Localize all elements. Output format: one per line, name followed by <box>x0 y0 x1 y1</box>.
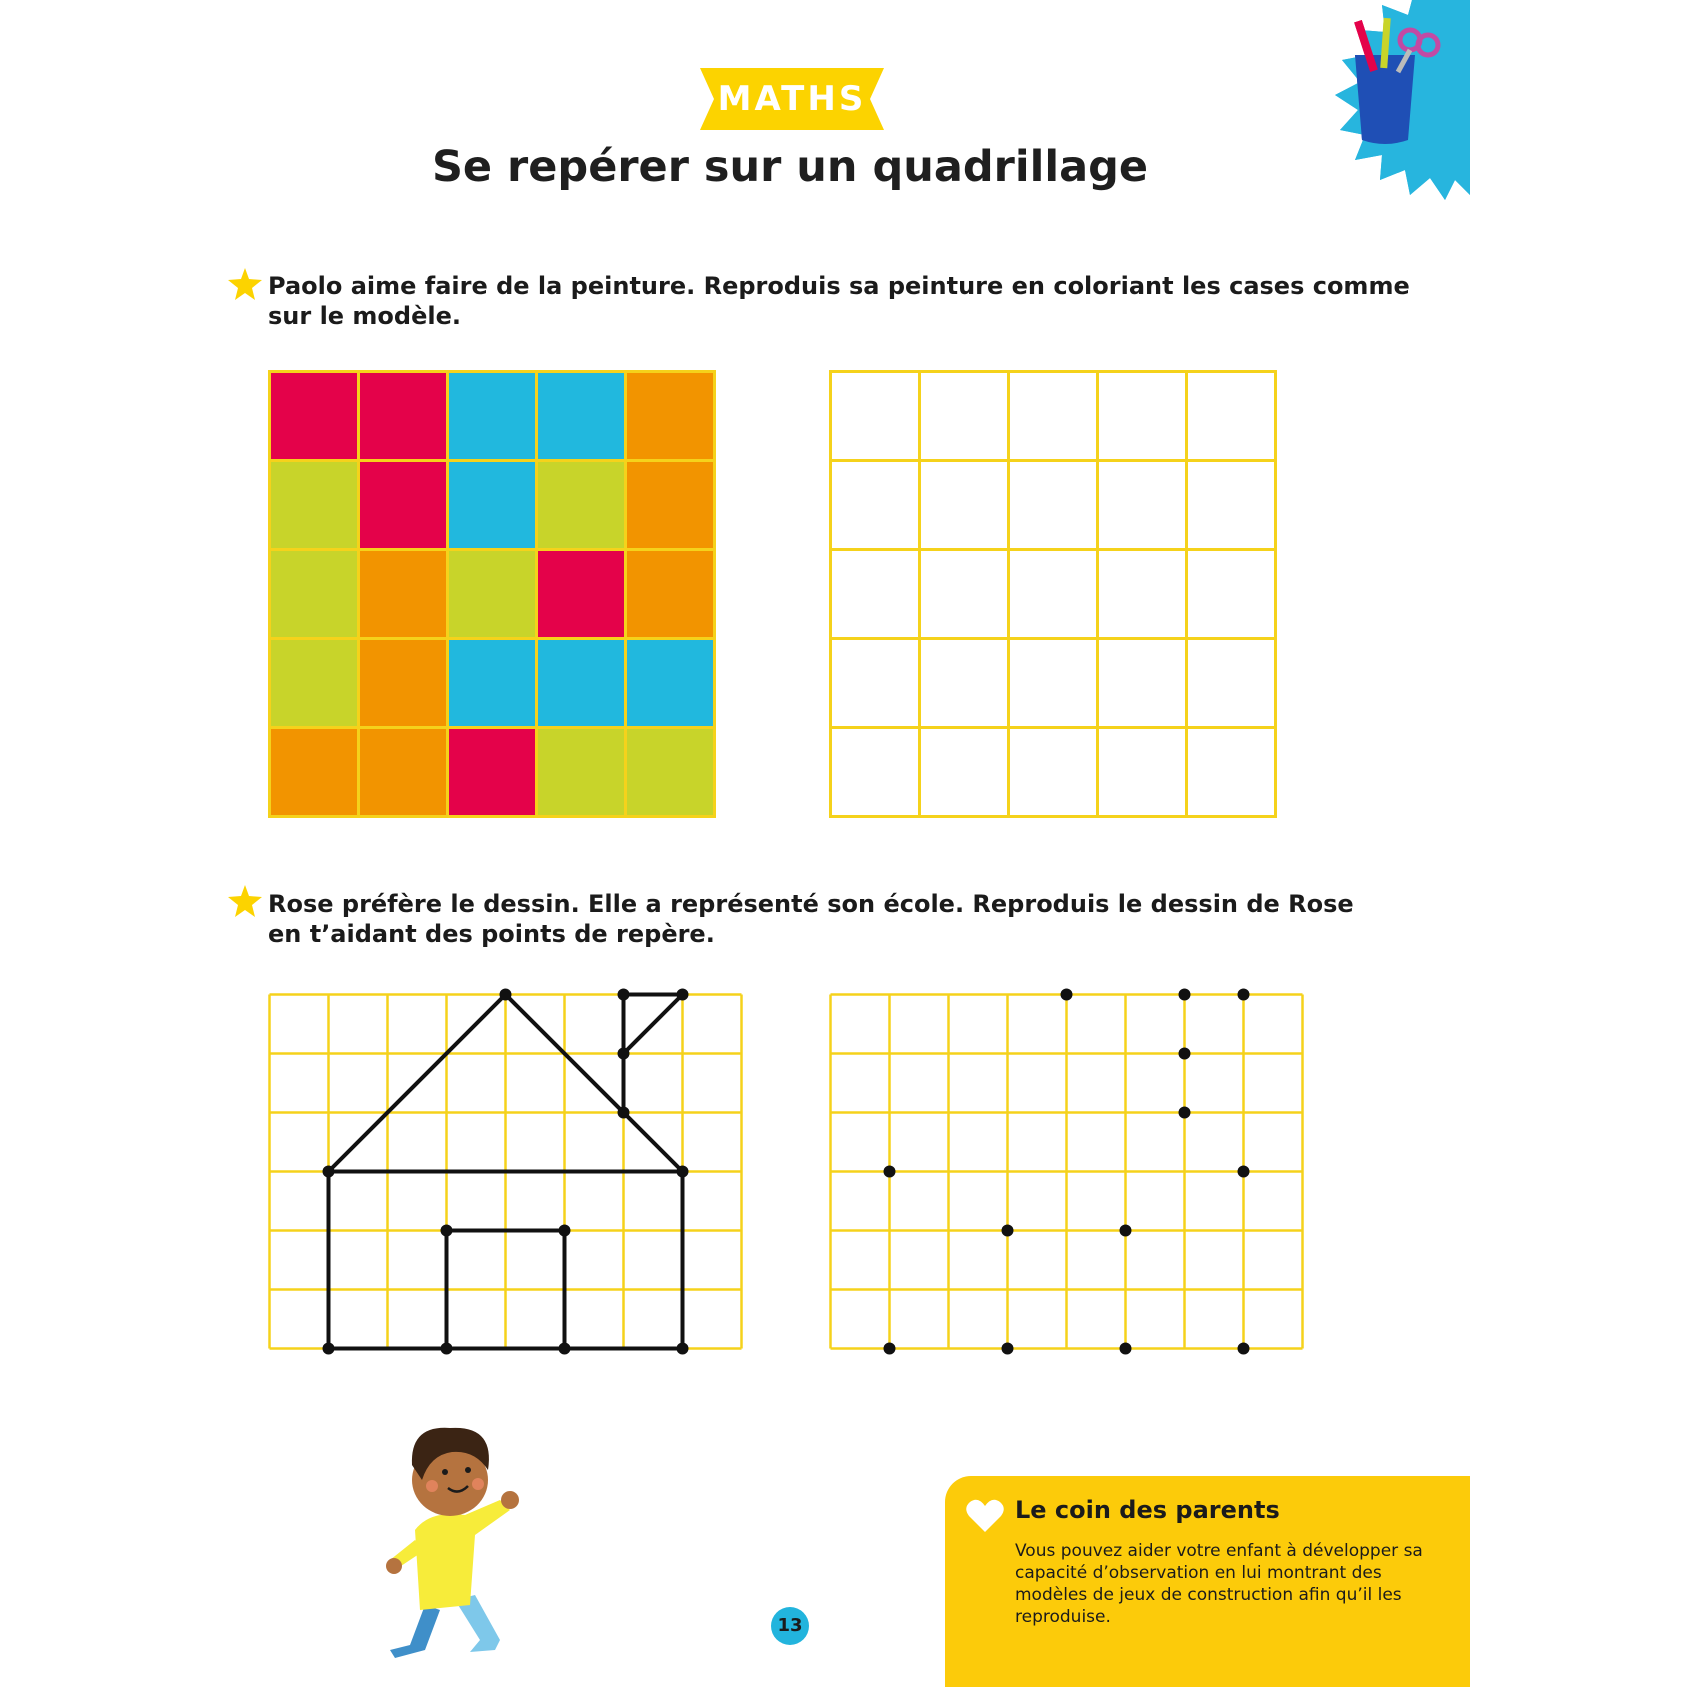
reference-point[interactable] <box>1179 989 1191 1001</box>
grid-cell[interactable] <box>920 461 1009 550</box>
grid-cell[interactable] <box>1187 372 1276 461</box>
model-point <box>618 1107 630 1119</box>
house-segment <box>329 995 506 1172</box>
grid-cell <box>626 550 715 639</box>
grid-cell[interactable] <box>1009 728 1098 817</box>
house-segment <box>624 995 683 1054</box>
grid-cell <box>448 461 537 550</box>
grid-cell <box>270 728 359 817</box>
grid-cell[interactable] <box>1009 639 1098 728</box>
model-point <box>677 1166 689 1178</box>
grid-cell <box>537 728 626 817</box>
reference-point[interactable] <box>1179 1048 1191 1060</box>
grid-cell <box>626 372 715 461</box>
parents-corner-box <box>945 1476 1470 1687</box>
grid-cell[interactable] <box>1098 728 1187 817</box>
grid-cell <box>626 461 715 550</box>
grid-cell <box>359 550 448 639</box>
model-point <box>441 1343 453 1355</box>
exercise-1-instruction <box>268 271 1410 331</box>
parents-corner-text: Vous pouvez aider votre enfant à développer sa capacité d’observation en lui montrant des modèles de jeux de construction afin qu’il les reproduise. <box>1015 1541 1423 1627</box>
grid-cell[interactable] <box>920 639 1009 728</box>
model-point <box>323 1166 335 1178</box>
grid-cell <box>626 728 715 817</box>
grid-cell <box>537 550 626 639</box>
grid-cell <box>270 639 359 728</box>
model-point <box>500 989 512 1001</box>
reference-point[interactable] <box>1002 1343 1014 1355</box>
grid-cell[interactable] <box>1098 372 1187 461</box>
reference-point[interactable] <box>1238 1343 1250 1355</box>
grid-cell <box>448 639 537 728</box>
heart-icon <box>965 1498 1005 1534</box>
reference-point[interactable] <box>1238 989 1250 1001</box>
pencil-cup-icon <box>1355 55 1415 144</box>
star-icon <box>228 885 262 917</box>
grid-cell[interactable] <box>1187 639 1276 728</box>
reference-point[interactable] <box>1238 1166 1250 1178</box>
grid-cell[interactable] <box>831 461 920 550</box>
reference-point[interactable] <box>1061 989 1073 1001</box>
model-point <box>677 1343 689 1355</box>
model-point <box>559 1343 571 1355</box>
reference-point[interactable] <box>884 1166 896 1178</box>
grid-cell <box>448 372 537 461</box>
grid-cell <box>359 639 448 728</box>
exercise-1-line-2: sur le modèle. <box>268 302 461 330</box>
model-point <box>677 989 689 1001</box>
grid-cell[interactable] <box>1009 372 1098 461</box>
exercise-1-line-1: Paolo aime faire de la peinture. Reproduis sa peinture en coloriant les cases comme <box>268 272 1410 300</box>
grid-cell[interactable] <box>920 550 1009 639</box>
page-title: Se repérer sur un quadrillage <box>431 142 1149 192</box>
grid-cell[interactable] <box>1187 550 1276 639</box>
grid-cell <box>537 461 626 550</box>
grid-cell[interactable] <box>831 639 920 728</box>
grid-cell[interactable] <box>920 372 1009 461</box>
exercise-2-instruction <box>268 889 1354 949</box>
grid-cell <box>270 550 359 639</box>
reference-point[interactable] <box>1120 1343 1132 1355</box>
grid-cell[interactable] <box>1098 550 1187 639</box>
reference-point[interactable] <box>884 1343 896 1355</box>
subject-label: MATHS <box>717 79 867 119</box>
model-point <box>441 1225 453 1237</box>
school-supplies-badge-icon <box>1270 0 1470 200</box>
star-icon <box>228 268 262 300</box>
page-margin <box>1470 0 1687 1687</box>
grid-cell <box>626 639 715 728</box>
grid-cell[interactable] <box>1187 728 1276 817</box>
grid-cell <box>270 461 359 550</box>
model-point <box>323 1343 335 1355</box>
grid-cell[interactable] <box>1098 461 1187 550</box>
model-point <box>618 1048 630 1060</box>
grid-cell <box>270 372 359 461</box>
page-number: 13 <box>771 1607 809 1645</box>
grid-cell[interactable] <box>1098 639 1187 728</box>
house-model-grid <box>268 993 742 1349</box>
reference-point[interactable] <box>1120 1225 1132 1237</box>
grid-cell[interactable] <box>1009 461 1098 550</box>
grid-cell <box>537 372 626 461</box>
exercise-2-line-1: Rose préfère le dessin. Elle a représenté son école. Reproduis le dessin de Rose <box>268 890 1354 918</box>
grid-cell <box>359 461 448 550</box>
walking-child-illustration <box>370 1400 550 1660</box>
reference-point[interactable] <box>1179 1107 1191 1119</box>
grid-cell <box>448 550 537 639</box>
grid-cell[interactable] <box>831 372 920 461</box>
grid-cell <box>359 372 448 461</box>
model-point <box>618 989 630 1001</box>
grid-cell[interactable] <box>831 550 920 639</box>
grid-cell <box>359 728 448 817</box>
color-empty-grid[interactable] <box>829 370 1275 816</box>
parents-corner-title: Le coin des parents <box>1015 1496 1280 1524</box>
grid-cell[interactable] <box>1009 550 1098 639</box>
model-point <box>559 1225 571 1237</box>
color-model-grid <box>268 370 714 816</box>
grid-cell <box>448 728 537 817</box>
grid-cell[interactable] <box>920 728 1009 817</box>
reference-point[interactable] <box>1002 1225 1014 1237</box>
grid-cell[interactable] <box>1187 461 1276 550</box>
exercise-2-line-2: en t’aidant des points de repère. <box>268 920 715 948</box>
house-dots-grid[interactable] <box>829 993 1303 1349</box>
grid-cell[interactable] <box>831 728 920 817</box>
grid-cell <box>537 639 626 728</box>
